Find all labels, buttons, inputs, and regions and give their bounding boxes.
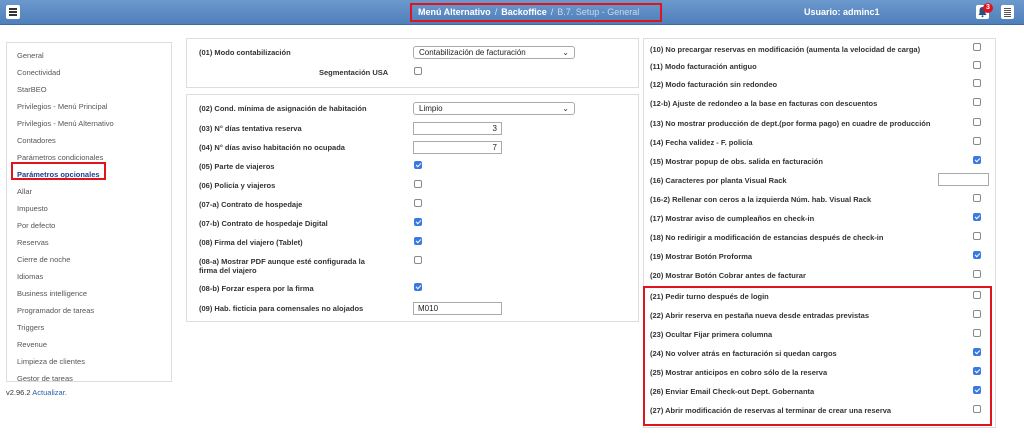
- option-08a-label-line2: firma del viajero: [199, 266, 257, 275]
- option-03-label: (03) N° días tentativa reserva: [199, 124, 302, 133]
- option-21-label: (21) Pedir turno después de login: [650, 292, 769, 301]
- user-label[interactable]: Usuario: adminc1: [804, 7, 880, 17]
- sidebar-item-idiomas[interactable]: Idiomas: [17, 272, 44, 281]
- sidebar-item-reservas[interactable]: Reservas: [17, 238, 49, 247]
- option-11-checkbox[interactable]: [973, 61, 981, 69]
- option-18-checkbox[interactable]: [973, 232, 981, 240]
- option-07a-label: (07-a) Contrato de hospedaje: [199, 200, 303, 209]
- option-05-checkbox[interactable]: [414, 161, 422, 169]
- option-13-checkbox[interactable]: [973, 118, 981, 126]
- sidebar-item-limpieza-de-clientes[interactable]: Limpieza de clientes: [17, 357, 85, 366]
- notification-badge: 3: [983, 3, 993, 13]
- option-16-2-checkbox[interactable]: [973, 194, 981, 202]
- option-17-checkbox[interactable]: [973, 213, 981, 221]
- option-12b-label: (12-b) Ajuste de redondeo a la base en facturas con descuentos: [650, 99, 878, 108]
- option-02-label: (02) Cond. mínima de asignación de habitación: [199, 104, 367, 113]
- highlight-box-options-21-27: [643, 286, 992, 426]
- sidebar-item-gestor-de-tareas[interactable]: Gestor de tareas: [17, 374, 73, 383]
- sidebar-item-cierre-de-noche[interactable]: Cierre de noche: [17, 255, 71, 264]
- option-19-label: (19) Mostrar Botón Proforma: [650, 252, 753, 261]
- option-12-checkbox[interactable]: [973, 79, 981, 87]
- option-09-label: (09) Hab. ficticia para comensales no alojados: [199, 304, 364, 313]
- option-19-checkbox[interactable]: [973, 251, 981, 259]
- option-06-label: (06) Policía y viajeros: [199, 181, 276, 190]
- option-20-checkbox[interactable]: [973, 270, 981, 278]
- option-11-label: (11) Modo facturación antiguo: [650, 62, 757, 71]
- option-08b-label: (08-b) Forzar espera por la firma: [199, 284, 314, 293]
- option-10-label: (10) No precargar reservas en modificación (aumenta la velocidad de carga): [650, 45, 921, 54]
- sidebar-item-allar[interactable]: Allar: [17, 187, 33, 196]
- sidebar: [6, 42, 172, 382]
- panel-modo-contabilizacion: [186, 38, 639, 88]
- sidebar-item-parametros-opcionales[interactable]: Parámetros opcionales: [17, 170, 100, 179]
- breadcrumb: Menú Alternativo / Backoffice / B.7. Setup - General: [410, 3, 662, 22]
- option-17-label: (17) Mostrar aviso de cumpleaños en check-in: [650, 214, 815, 223]
- version-info: [6, 388, 67, 397]
- version-number: v2.96.2: [6, 388, 31, 397]
- option-26-label: (26) Enviar Email Check-out Dept. Gobernanta: [650, 387, 815, 396]
- segmentacion-usa-checkbox[interactable]: [414, 67, 422, 75]
- breadcrumb-item-menu-alternativo[interactable]: Menú Alternativo: [418, 7, 491, 17]
- modo-contabilizacion-select[interactable]: [413, 46, 575, 59]
- option-24-label: (24) No volver atrás en facturación si quedan cargos: [650, 349, 837, 358]
- sidebar-item-triggers[interactable]: Triggers: [17, 323, 45, 332]
- option-07a-checkbox[interactable]: [414, 199, 422, 207]
- option-09-input[interactable]: M010: [413, 302, 502, 315]
- option-15-label: (15) Mostrar popup de obs. salida en facturación: [650, 157, 823, 166]
- option-14-label: (14) Fecha validez - F. policía: [650, 138, 753, 147]
- option-12-label: (12) Modo facturación sin redondeo: [650, 80, 778, 89]
- option-08-label: (08) Firma del viajero (Tablet): [199, 238, 303, 247]
- modo-contabilizacion-value: Contabilización de facturación: [419, 48, 526, 57]
- option-04-label: (04) N° días aviso habitación no ocupada: [199, 143, 345, 152]
- panel-general-options: [186, 94, 639, 322]
- sidebar-item-starbeo[interactable]: StarBEO: [17, 85, 47, 94]
- option-05-label: (05) Parte de viajeros: [199, 162, 275, 171]
- option-08b-checkbox[interactable]: [414, 283, 422, 291]
- option-22-label: (22) Abrir reserva en pestaña nueva desde entradas previstas: [650, 311, 869, 320]
- update-link[interactable]: Actualizar.: [32, 388, 67, 397]
- option-03-input[interactable]: 3: [413, 122, 502, 135]
- sidebar-item-programador-de-tareas[interactable]: Programador de tareas: [17, 306, 95, 315]
- option-08a-label-line1: (08-a) Mostrar PDF aunque esté configurada la: [199, 257, 365, 266]
- sidebar-item-parametros-condicionales[interactable]: Parámetros condicionales: [17, 153, 104, 162]
- sidebar-item-privilegios-menu-principal[interactable]: Privilegios - Menú Principal: [17, 102, 108, 111]
- option-07b-checkbox[interactable]: [414, 218, 422, 226]
- option-16-2-label: (16-2) Rellenar con ceros a la izquierda Núm. hab. Visual Rack: [650, 195, 872, 204]
- sidebar-item-contadores[interactable]: Contadores: [17, 136, 56, 145]
- chevron-down-icon: ⌄: [562, 104, 569, 113]
- option-02-value: Limpio: [419, 104, 443, 113]
- option-08a-checkbox[interactable]: [414, 256, 422, 264]
- option-02-select[interactable]: [413, 102, 575, 115]
- sidebar-item-conectividad[interactable]: Conectividad: [17, 68, 61, 77]
- option-25-label: (25) Mostrar anticipos en cobro sólo de la reserva: [650, 368, 828, 377]
- sidebar-item-impuesto[interactable]: Impuesto: [17, 204, 48, 213]
- option-13-label: (13) No mostrar producción de dept.(por forma pago) en cuadre de producción: [650, 119, 931, 128]
- option-06-checkbox[interactable]: [414, 180, 422, 188]
- option-27-label: (27) Abrir modificación de reservas al terminar de crear una reserva: [650, 406, 892, 415]
- option-04-input[interactable]: 7: [413, 141, 502, 154]
- segmentacion-usa-label: Segmentación USA: [319, 68, 389, 77]
- option-10-checkbox[interactable]: [973, 43, 981, 51]
- breadcrumb-item-current: B.7. Setup - General: [557, 7, 640, 17]
- hamburger-icon[interactable]: [6, 5, 20, 19]
- option-07b-label: (07-b) Contrato de hospedaje Digital: [199, 219, 328, 228]
- option-20-label: (20) Mostrar Botón Cobrar antes de facturar: [650, 271, 806, 280]
- option-23-label: (23) Ocultar Fijar primera columna: [650, 330, 773, 339]
- option-16-label: (16) Caracteres por planta Visual Rack: [650, 176, 787, 185]
- active-item-highlight: [11, 162, 106, 180]
- list-icon[interactable]: [1001, 5, 1014, 19]
- modo-contabilizacion-label: (01) Modo contabilización: [199, 48, 291, 57]
- option-16-input[interactable]: [938, 173, 989, 186]
- option-14-checkbox[interactable]: [973, 137, 981, 145]
- sidebar-item-general[interactable]: General: [17, 51, 44, 60]
- option-12b-checkbox[interactable]: [973, 98, 981, 106]
- option-18-label: (18) No redirigir a modificación de estancias después de check-in: [650, 233, 884, 242]
- top-bar: [0, 0, 1024, 25]
- option-08-checkbox[interactable]: [414, 237, 422, 245]
- sidebar-item-revenue[interactable]: Revenue: [17, 340, 48, 349]
- sidebar-item-business-intelligence[interactable]: Business intelligence: [17, 289, 88, 298]
- sidebar-item-por-defecto[interactable]: Por defecto: [17, 221, 56, 230]
- sidebar-item-privilegios-menu-alternativo[interactable]: Privilegios - Menú Alternativo: [17, 119, 114, 128]
- option-15-checkbox[interactable]: [973, 156, 981, 164]
- chevron-down-icon: ⌄: [562, 48, 569, 57]
- breadcrumb-item-backoffice[interactable]: Backoffice: [501, 7, 547, 17]
